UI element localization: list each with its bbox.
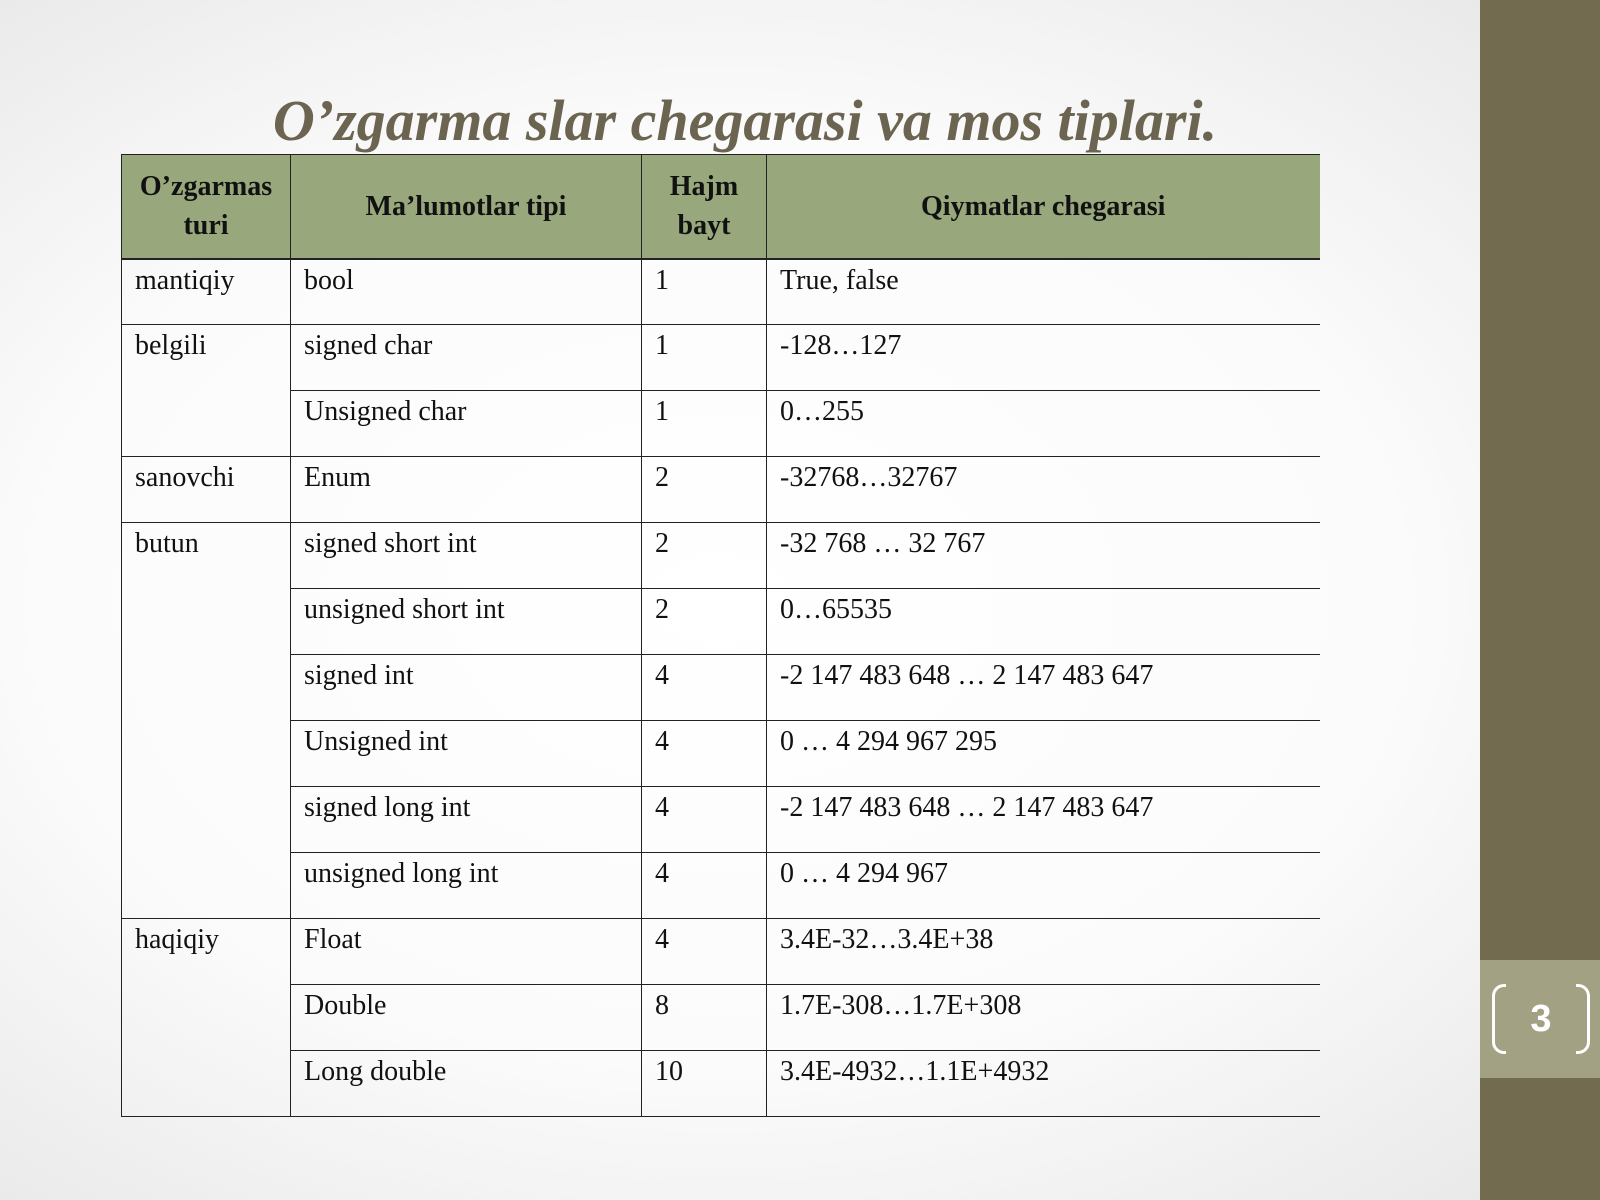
cell-type: signed int [291,655,642,721]
cell-size: 4 [642,721,767,787]
cell-kind: butun [122,523,291,919]
cell-range: 0 … 4 294 967 [767,853,1320,919]
cell-range: 1.7E-308…1.7E+308 [767,985,1320,1051]
header-kind-line1: O’zgarmas [139,171,273,203]
page-number: 3 [1530,998,1552,1040]
page-number-tab [1480,960,1600,1078]
cell-type: signed long int [291,787,642,853]
cell-range: 3.4E-32…3.4E+38 [767,919,1320,985]
cell-size: 2 [642,457,767,523]
table-row [122,457,1320,523]
cell-range: -2 147 483 648 … 2 147 483 647 [767,655,1320,721]
header-size-line1: Hajm [669,171,739,203]
cell-kind: sanovchi [122,457,291,523]
cell-kind: haqiqiy [122,919,291,1117]
table-row [122,259,1320,325]
cell-type: signed short int [291,523,642,589]
table-row [122,721,1320,787]
cell-kind: belgili [122,325,291,457]
table-body [122,259,1320,1117]
cell-range: -32768…32767 [767,457,1320,523]
table-row [122,391,1320,457]
cell-range: -128…127 [767,325,1320,391]
cell-size: 4 [642,919,767,985]
slide-title: O’zgarma slar chegarasi va mos tiplari. [272,88,1218,153]
table-row [122,655,1320,721]
cell-type: Long double [291,1051,642,1117]
cell-type: Enum [291,457,642,523]
cell-type: bool [291,259,642,325]
cell-type: Unsigned char [291,391,642,457]
table-row [122,325,1320,391]
cell-size: 10 [642,1051,767,1117]
header-size [642,155,767,259]
cell-size: 1 [642,391,767,457]
cell-type: Unsigned int [291,721,642,787]
header-size-line2: bayt [677,210,731,242]
cell-type: Double [291,985,642,1051]
cell-size: 1 [642,259,767,325]
cell-range: 0 … 4 294 967 295 [767,721,1320,787]
right-bracket-icon [1576,984,1590,1054]
cell-kind: mantiqiy [122,259,291,325]
table-row [122,985,1320,1051]
cell-size: 4 [642,787,767,853]
cell-range: 3.4E-4932…1.1E+4932 [767,1051,1320,1117]
cell-range: -32 768 … 32 767 [767,523,1320,589]
table-row [122,589,1320,655]
cell-size: 1 [642,325,767,391]
table-row [122,1051,1320,1117]
table-row [122,919,1320,985]
left-bracket-icon [1492,984,1506,1054]
header-range: Qiymatlar chegarasi [767,155,1320,259]
cell-size: 4 [642,655,767,721]
header-type: Ma’lumotlar tipi [291,155,642,259]
cell-size: 2 [642,523,767,589]
cell-range: True, false [767,259,1320,325]
cell-type: Float [291,919,642,985]
table-row [122,787,1320,853]
data-types-table [121,154,1320,1117]
cell-range: -2 147 483 648 … 2 147 483 647 [767,787,1320,853]
header-kind-line2: turi [183,210,229,242]
cell-size: 4 [642,853,767,919]
cell-size: 8 [642,985,767,1051]
table-row [122,853,1320,919]
table-row [122,523,1320,589]
cell-range: 0…255 [767,391,1320,457]
table-header-row [122,155,1320,259]
cell-range: 0…65535 [767,589,1320,655]
cell-type: unsigned long int [291,853,642,919]
cell-type: unsigned short int [291,589,642,655]
cell-size: 2 [642,589,767,655]
header-kind [122,155,291,259]
cell-type: signed char [291,325,642,391]
